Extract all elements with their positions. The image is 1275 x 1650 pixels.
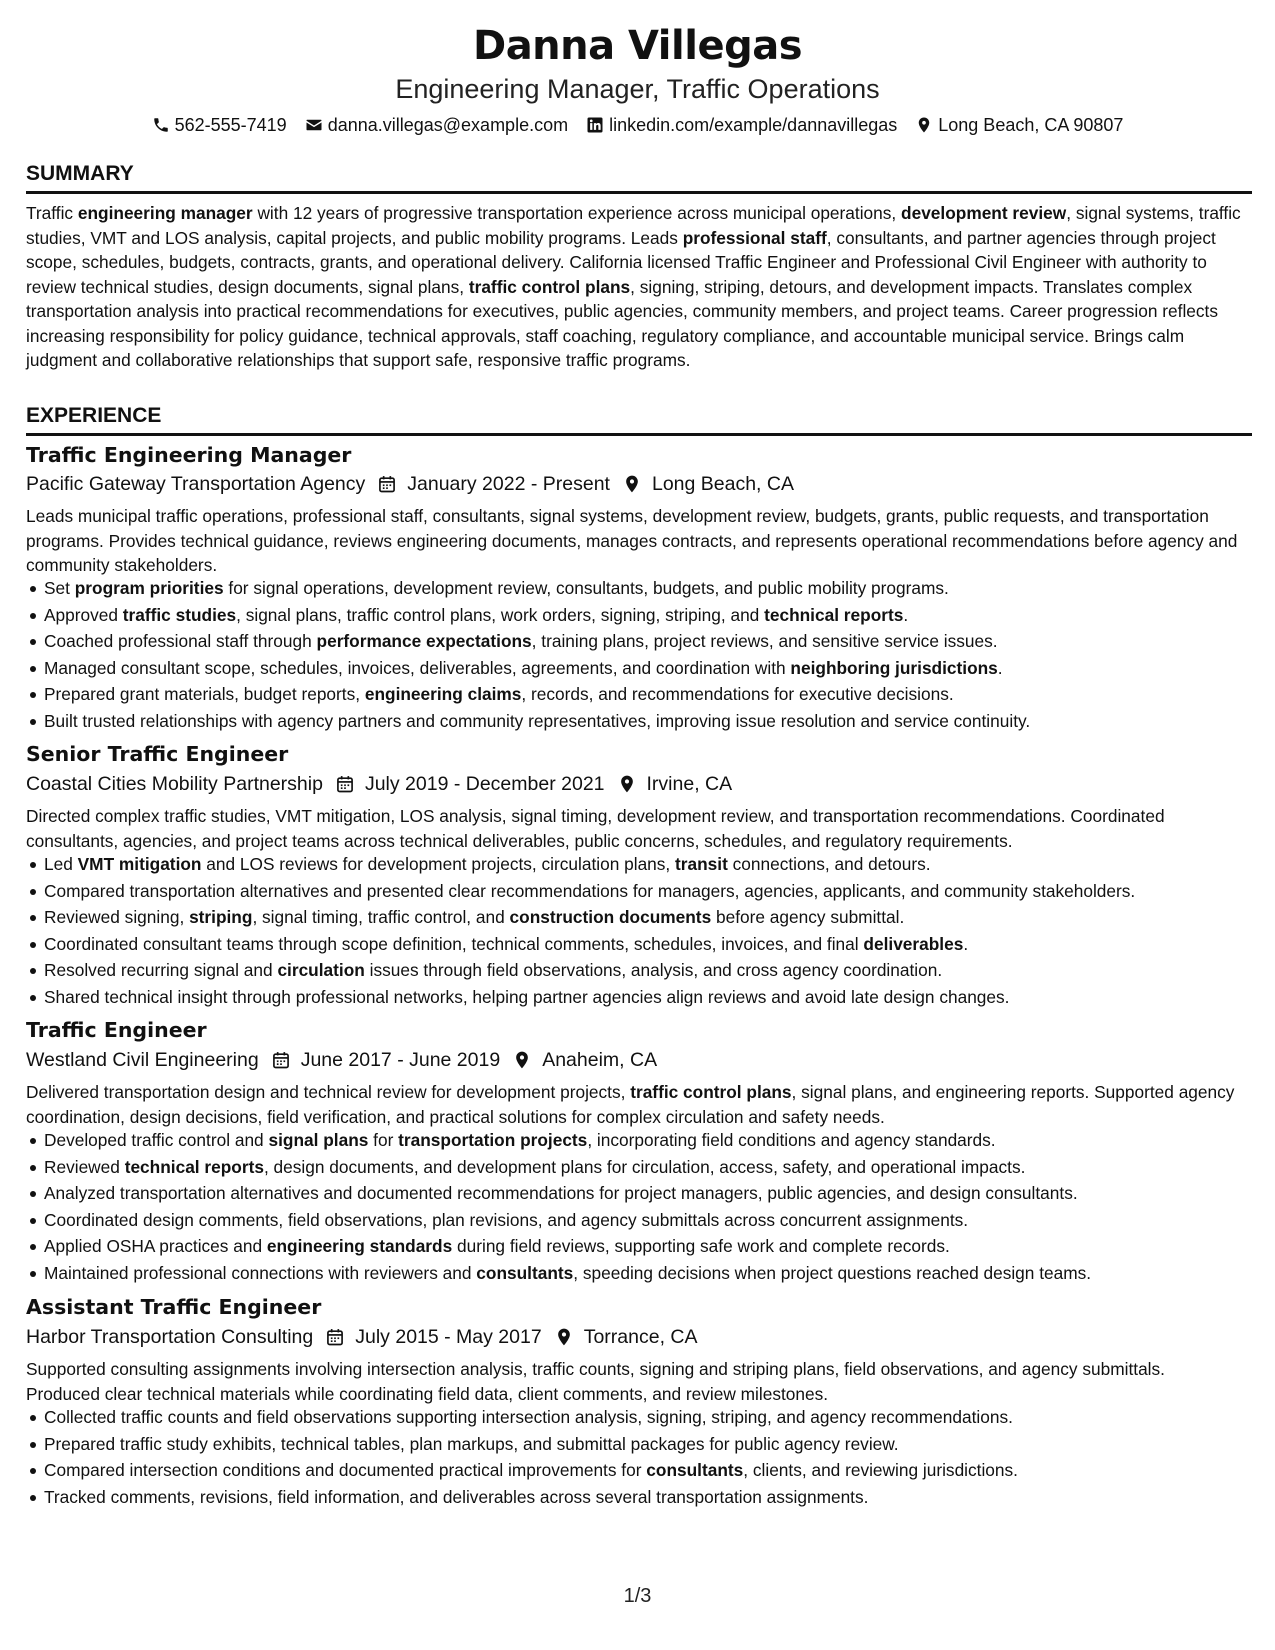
candidate-headline: Engineering Manager, Traffic Operations bbox=[395, 74, 880, 104]
job-company: Pacific Gateway Transportation Agency bbox=[26, 472, 366, 495]
job-company: Harbor Transportation Consulting bbox=[26, 1325, 314, 1348]
job-meta bbox=[26, 471, 794, 497]
contact-phone-text: 562-555-7419 bbox=[174, 114, 287, 135]
calendar-icon bbox=[325, 1327, 345, 1347]
job-description: Directed complex traffic studies, VMT mitigation, LOS analysis, signal timing, development review, and transportation recommendations. Coordinated consultants, agencies, and project teams across technical deliverables, public concerns, schedules, and regulatory requirements. bbox=[26, 806, 1165, 851]
email-icon bbox=[305, 116, 323, 134]
job-dates: June 2017 - June 2019 bbox=[300, 1048, 501, 1071]
summary-heading: SUMMARY bbox=[26, 162, 134, 185]
calendar-icon bbox=[335, 774, 355, 794]
job-meta bbox=[26, 1047, 657, 1073]
page-indicator: 1/3 bbox=[623, 1585, 652, 1607]
contact-phone[interactable] bbox=[152, 115, 287, 136]
job-bullet: Compared intersection conditions and documented practical improvements for consultants, clients, and reviewing jurisdictions. bbox=[26, 1457, 1252, 1484]
job-bullet: Coached professional staff through performance expectations, training plans, project reviews, and sensitive service issues. bbox=[26, 628, 1252, 655]
location-pin-icon bbox=[512, 1050, 532, 1070]
job-description: Leads municipal traffic operations, professional staff, consultants, signal systems, development review, budgets, grants, public requests, and transportation programs. Provides technical guidance, reviews engineering documents, manages contracts, and represents operational recommendations before agency and community stakeholders. bbox=[26, 506, 1238, 575]
job-bullet-list bbox=[26, 1127, 1252, 1286]
job-title: Assistant Traffic Engineer bbox=[26, 1295, 322, 1319]
summary-divider bbox=[26, 191, 1252, 194]
job-bullet: Coordinated consultant teams through scope definition, technical comments, schedules, invoices, and final deliverables. bbox=[26, 931, 1252, 958]
experience-heading: EXPERIENCE bbox=[26, 404, 162, 427]
contact-location-text: Long Beach, CA 90807 bbox=[938, 114, 1124, 135]
linkedin-icon bbox=[586, 116, 604, 134]
job-bullet: Led VMT mitigation and LOS reviews for development projects, circulation plans, transit connections, and detours. bbox=[26, 851, 1252, 878]
job-bullet: Shared technical insight through professional networks, helping partner agencies align reviews and avoid late design changes. bbox=[26, 984, 1252, 1011]
job-bullet: Managed consultant scope, schedules, invoices, deliverables, agreements, and coordination with neighboring jurisdictions. bbox=[26, 655, 1252, 682]
phone-icon bbox=[152, 116, 170, 134]
location-pin-icon bbox=[617, 774, 637, 794]
job-bullet: Prepared traffic study exhibits, technical tables, plan markups, and submittal packages for public agency review. bbox=[26, 1431, 1252, 1458]
experience-divider bbox=[26, 433, 1252, 436]
job-bullet-list bbox=[26, 1404, 1252, 1510]
contact-email[interactable] bbox=[305, 115, 568, 136]
job-title: Traffic Engineering Manager bbox=[26, 443, 352, 467]
job-bullet: Maintained professional connections with reviewers and consultants, speeding decisions when project questions reached design teams. bbox=[26, 1260, 1252, 1287]
job-dates: July 2015 - May 2017 bbox=[355, 1325, 542, 1348]
summary-text: Traffic engineering manager with 12 years of progressive transportation experience across municipal operations, development review, signal systems, traffic studies, VMT and LOS analysis, capital projects, and public mobility programs. Leads professional staff, consultants, and partner agencies through project scope, schedules, budgets, contracts, grants, and operational delivery. California licensed Traffic Engineer and Professional Civil Engineer with authority to review technical studies, design documents, signal plans, traffic control plans, signing, striping, detours, and development impacts. Translates complex transportation analysis into practical recommendations for executives, public agencies, community members, and project teams. Career progression reflects increasing responsibility for policy guidance, technical approvals, staff coaching, regulatory compliance, and accountable municipal service. Brings calm judgment and collaborative relationships that support safe, responsive traffic programs. bbox=[26, 203, 1241, 370]
job-meta bbox=[26, 1324, 698, 1350]
job-location: Anaheim, CA bbox=[542, 1048, 658, 1071]
contact-linkedin-text: linkedin.com/example/dannavillegas bbox=[609, 114, 898, 135]
location-pin-icon bbox=[915, 116, 933, 134]
job-bullet: Built trusted relationships with agency partners and community representatives, improving issue resolution and service continuity. bbox=[26, 708, 1252, 735]
job-meta bbox=[26, 771, 732, 797]
job-company: Westland Civil Engineering bbox=[26, 1048, 259, 1071]
job-bullet: Prepared grant materials, budget reports, engineering claims, records, and recommendations for executive decisions. bbox=[26, 681, 1252, 708]
job-dates: January 2022 - Present bbox=[407, 472, 610, 495]
job-bullet: Compared transportation alternatives and presented clear recommendations for managers, agencies, applicants, and community stakeholders. bbox=[26, 878, 1252, 905]
job-bullet: Approved traffic studies, signal plans, traffic control plans, work orders, signing, striping, and technical reports. bbox=[26, 602, 1252, 629]
job-bullet: Analyzed transportation alternatives and documented recommendations for project managers, public agencies, and design consultants. bbox=[26, 1180, 1252, 1207]
location-pin-icon bbox=[622, 474, 642, 494]
candidate-name: Danna Villegas bbox=[472, 23, 802, 69]
job-bullet: Resolved recurring signal and circulation issues through field observations, analysis, and cross agency coordination. bbox=[26, 957, 1252, 984]
job-bullet: Applied OSHA practices and engineering standards during field reviews, supporting safe work and complete records. bbox=[26, 1233, 1252, 1260]
location-pin-icon bbox=[554, 1327, 574, 1347]
job-description: Supported consulting assignments involving intersection analysis, traffic counts, signing and striping plans, field observations, and agency submittals. Produced clear technical materials while coordinating field data, client comments, and review milestones. bbox=[26, 1359, 1165, 1404]
job-bullet: Coordinated design comments, field observations, plan revisions, and agency submittals across concurrent assignments. bbox=[26, 1207, 1252, 1234]
job-bullet: Tracked comments, revisions, field information, and deliverables across several transportation assignments. bbox=[26, 1484, 1252, 1511]
job-bullet: Developed traffic control and signal plans for transportation projects, incorporating field conditions and agency standards. bbox=[26, 1127, 1252, 1154]
contact-location bbox=[915, 115, 1123, 136]
job-title: Senior Traffic Engineer bbox=[26, 742, 289, 766]
contact-linkedin[interactable] bbox=[586, 115, 897, 136]
calendar-icon bbox=[377, 474, 397, 494]
job-dates: July 2019 - December 2021 bbox=[364, 772, 605, 795]
contact-email-text: danna.villegas@example.com bbox=[327, 114, 569, 135]
job-bullet-list bbox=[26, 575, 1252, 734]
contact-bar bbox=[0, 112, 1275, 138]
job-location: Irvine, CA bbox=[646, 772, 733, 795]
job-bullet: Collected traffic counts and field observations supporting intersection analysis, signing, striping, and agency recommendations. bbox=[26, 1404, 1252, 1431]
job-bullet: Reviewed signing, striping, signal timing, traffic control, and construction documents before agency submittal. bbox=[26, 904, 1252, 931]
job-company: Coastal Cities Mobility Partnership bbox=[26, 772, 323, 795]
job-location: Long Beach, CA bbox=[651, 472, 794, 495]
calendar-icon bbox=[271, 1050, 291, 1070]
job-bullet: Set program priorities for signal operations, development review, consultants, budgets, and public mobility programs. bbox=[26, 575, 1252, 602]
job-bullet-list bbox=[26, 851, 1252, 1010]
job-bullet: Reviewed technical reports, design documents, and development plans for circulation, access, safety, and operational impacts. bbox=[26, 1154, 1252, 1181]
job-location: Torrance, CA bbox=[583, 1325, 698, 1348]
job-description: Delivered transportation design and technical review for development projects, traffic control plans, signal plans, and engineering reports. Supported agency coordination, design decisions, field verification, and practical solutions for complex circulation and safety needs. bbox=[26, 1082, 1235, 1127]
job-title: Traffic Engineer bbox=[26, 1018, 207, 1042]
